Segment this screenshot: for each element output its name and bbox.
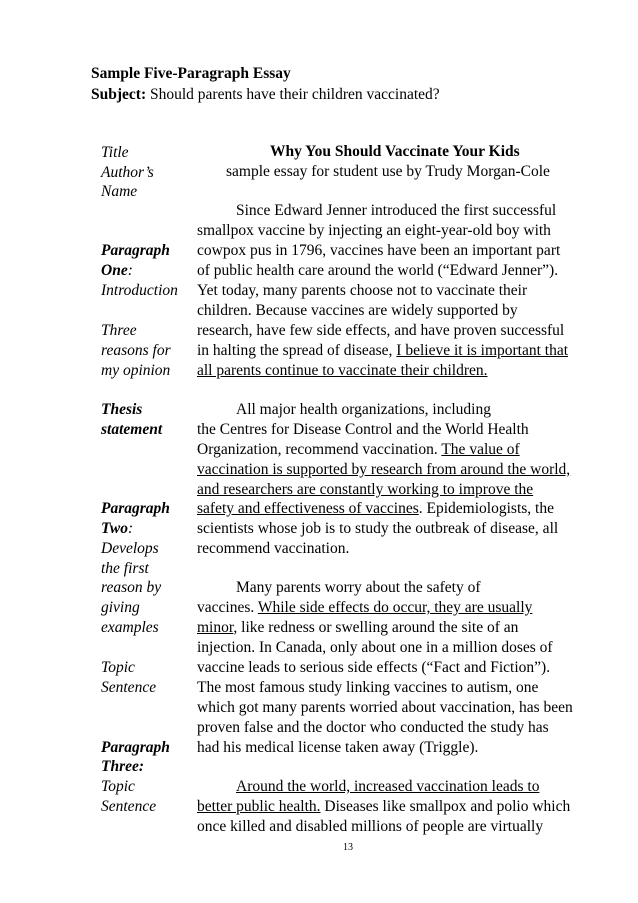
author-line: sample essay for student use by Trudy Morgan-Cole [226, 163, 550, 180]
p3-topic-2: minor [197, 619, 234, 636]
p1-line-5: Yet today, many parents choose not to vaccinate their [197, 282, 528, 299]
p3-line-3-plain: , like redness or swelling around the site of an [233, 619, 519, 636]
p4-line-3: once killed and disabled millions of people are virtually [197, 818, 544, 835]
margin-label-p2-b-text: Two [101, 520, 128, 537]
page-number: 13 [343, 842, 353, 853]
p2-line-6-plain: . Epidemiologists, the [418, 500, 554, 517]
p3-line-2-plain: vaccines. [197, 599, 258, 616]
margin-label-p1-c: Introduction [101, 282, 178, 299]
margin-label-p2-g: examples [101, 619, 159, 636]
p2-line-3-plain: Organization, recommend vaccination. [197, 441, 442, 458]
p1-line-8 [197, 341, 568, 361]
margin-label-p1-colon: : [127, 262, 133, 279]
essay-title: Why You Should Vaccinate Your Kids [270, 143, 520, 160]
margin-label-title: Title [101, 144, 129, 161]
subject-text: Should parents have their children vaccinated? [146, 86, 440, 103]
p3-line-6: The most famous study linking vaccines to autism, one [197, 679, 539, 696]
margin-label-reasons-2: reasons for [101, 342, 171, 359]
margin-label-p1-b [101, 261, 133, 281]
p4-topic-2: better public health. [197, 798, 321, 815]
p3-line-4: injection. In Canada, only about one in a million doses of [197, 639, 553, 656]
margin-label-p3-a: Paragraph [101, 739, 170, 756]
p3-line-1: Many parents worry about the safety of [236, 579, 481, 596]
p3-topic-1: While side effects do occur, they are usually [257, 599, 533, 616]
p2-line-3 [197, 440, 520, 460]
document-heading [91, 64, 291, 83]
margin-label-topic3-2: Sentence [101, 798, 157, 815]
margin-label-p2-colon: : [127, 520, 134, 537]
thesis-part-1: I believe it is important that [396, 342, 569, 359]
p2-line-1: All major health organizations, including [236, 401, 491, 418]
margin-label-p3-b: Three: [101, 758, 145, 775]
margin-label-authors-name-1: Author’s [101, 164, 154, 181]
margin-label-topic3-1: Topic [101, 778, 135, 795]
p4-line-2-plain: Diseases like smallpox and polio which [320, 798, 571, 815]
p2-line-6 [197, 499, 554, 519]
p2-topic-2: vaccination is supported by research from around the world, [197, 461, 571, 478]
p3-line-9: had his medical license taken away (Triggle). [197, 739, 479, 756]
p3-line-7: which got many parents worried about vaccination, has been [197, 699, 573, 716]
margin-label-p2-c: Develops [101, 540, 159, 557]
margin-label-thesis-2: statement [101, 421, 163, 438]
p1-line-6: children. Because vaccines are widely supported by [197, 302, 518, 319]
margin-label-reasons-1: Three [101, 322, 137, 339]
p1-line-2: smallpox vaccine by injecting an eight-year-old boy with [197, 222, 551, 239]
subject-line [91, 85, 440, 104]
p3-line-3 [197, 618, 518, 638]
p1-line-3: cowpox pus in 1796, vaccines have been an important part [197, 242, 561, 259]
p3-line-2 [197, 598, 532, 618]
margin-label-topic-1: Topic [101, 659, 135, 676]
subject-label: Subject: [91, 86, 147, 103]
margin-label-p2-b [101, 519, 133, 539]
p3-line-8: proven false and the doctor who conducted the study has [197, 719, 549, 736]
margin-label-p1-b-text: One [101, 262, 128, 279]
margin-label-p2-a: Paragraph [101, 500, 170, 517]
margin-label-p2-f: giving [101, 599, 140, 616]
p2-line-8: recommend vaccination. [197, 540, 350, 557]
margin-label-p2-e: reason by [101, 579, 162, 596]
margin-label-p2-d: the first [101, 560, 149, 577]
p1-line-7: research, have few side effects, and have proven successful [197, 322, 565, 339]
p4-line-2 [197, 797, 570, 817]
p2-topic-4: safety and effectiveness of vaccines [197, 500, 419, 517]
margin-label-p1-a: Paragraph [101, 242, 170, 259]
margin-label-topic-2: Sentence [101, 679, 157, 696]
p2-line-7: scientists whose job is to study the outbreak of disease, all [197, 520, 559, 537]
thesis-part-2: all parents continue to vaccinate their children. [197, 362, 488, 379]
p3-line-5: vaccine leads to serious side effects (“Fact and Fiction”). [197, 659, 551, 676]
margin-label-authors-name-2: Name [101, 183, 138, 200]
p1-line-4: of public health care around the world (“Edward Jenner”). [197, 262, 559, 279]
p4-topic-1: Around the world, increased vaccination leads to [236, 778, 540, 795]
p1-line-1: Since Edward Jenner introduced the first successful [236, 202, 557, 219]
margin-label-reasons-3: my opinion [101, 362, 171, 379]
p2-line-2: the Centres for Disease Control and the World Health [197, 421, 529, 438]
p2-topic-1: The value of [441, 441, 520, 458]
p1-line-8-plain: in halting the spread of disease, [197, 342, 397, 359]
margin-label-thesis-1: Thesis [101, 401, 143, 418]
heading-text: Sample Five-Paragraph Essay [91, 65, 291, 82]
p2-topic-3: and researchers are constantly working to improve the [197, 481, 534, 498]
